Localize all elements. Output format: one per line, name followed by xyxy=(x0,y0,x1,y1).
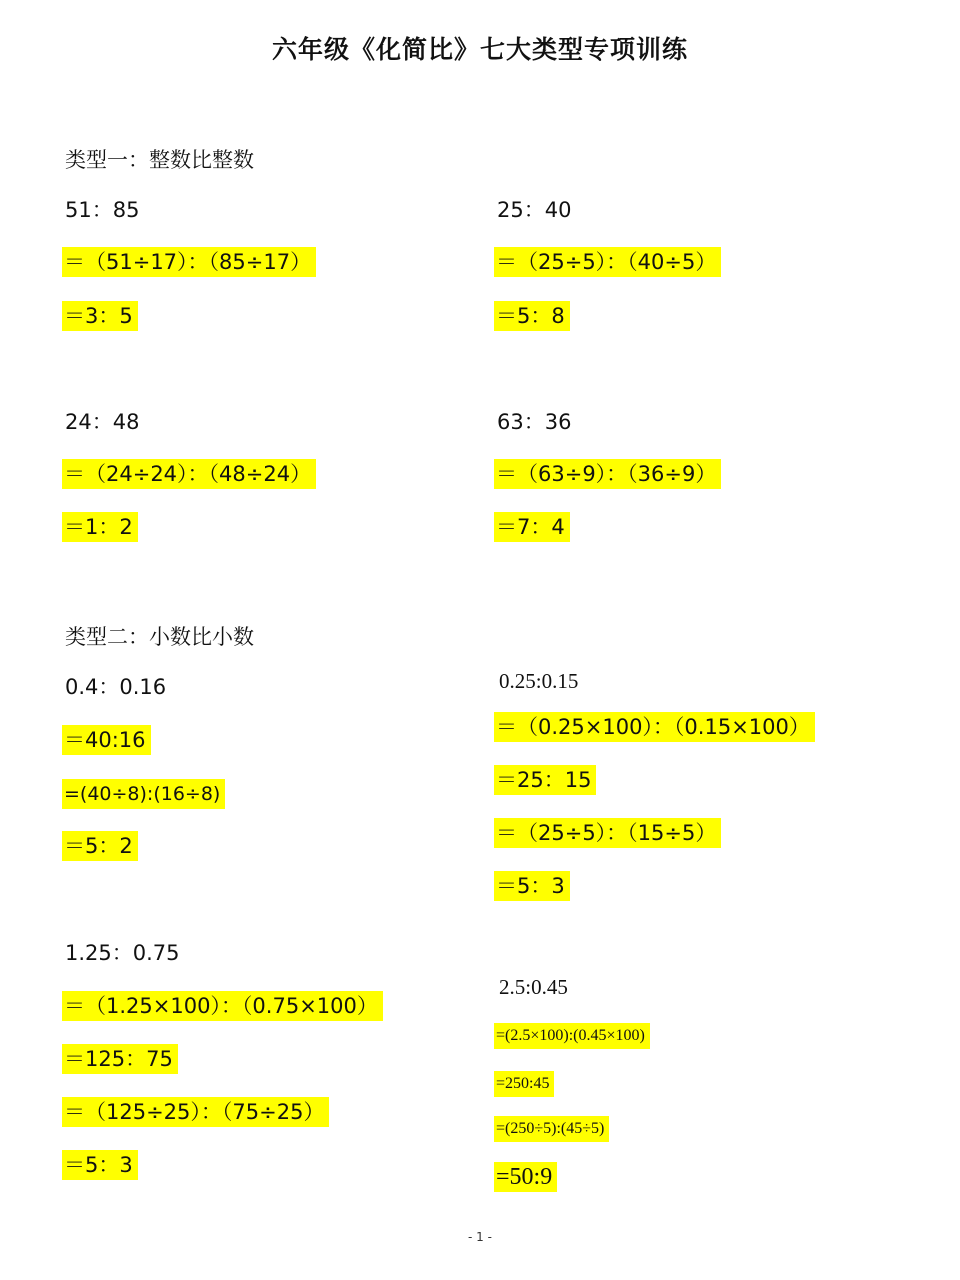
solution-step: ＝（0.25×100）：（0.15×100） xyxy=(494,712,815,742)
problem-question: 0.25:0.15 xyxy=(499,669,579,693)
solution-step: ＝（63÷9）：（36÷9） xyxy=(494,459,721,489)
solution-result: ＝3：5 xyxy=(62,301,138,331)
solution-step: ＝（51÷17）：（85÷17） xyxy=(62,247,316,277)
section-heading-type2: 类型二：小数比小数 xyxy=(65,625,254,649)
solution-step: ＝（125÷25）：（75÷25） xyxy=(62,1097,329,1127)
solution-result: ＝7：4 xyxy=(494,512,570,542)
problem-question: 0.4：0.16 xyxy=(65,675,167,699)
solution-step: =(250÷5):(45÷5) xyxy=(494,1116,609,1142)
problem-question: 25：40 xyxy=(497,198,572,222)
problem-question: 2.5:0.45 xyxy=(499,975,568,999)
solution-step: =250:45 xyxy=(494,1071,554,1097)
solution-step: ＝（24÷24）：（48÷24） xyxy=(62,459,316,489)
solution-step: =(2.5×100):(0.45×100) xyxy=(494,1023,650,1049)
solution-result: =50:9 xyxy=(494,1162,557,1192)
problem-question: 24：48 xyxy=(65,410,140,434)
solution-step: ＝（25÷5）：（15÷5） xyxy=(494,818,721,848)
section-heading-type1: 类型一：整数比整数 xyxy=(65,148,254,172)
solution-result: ＝5：2 xyxy=(62,831,138,861)
page-title: 六年级《化简比》七大类型专项训练 xyxy=(271,35,688,64)
problem-question: 63：36 xyxy=(497,410,572,434)
page-number: - 1 - xyxy=(468,1230,492,1244)
solution-result: ＝5：3 xyxy=(62,1150,138,1180)
problem-question: 1.25：0.75 xyxy=(65,941,180,965)
solution-step: ＝（25÷5）：（40÷5） xyxy=(494,247,721,277)
solution-step: =(40÷8):(16÷8) xyxy=(62,779,225,809)
solution-step: ＝25：15 xyxy=(494,765,596,795)
solution-step: ＝（1.25×100）：（0.75×100） xyxy=(62,991,383,1021)
solution-step: ＝125：75 xyxy=(62,1044,178,1074)
solution-result: ＝1：2 xyxy=(62,512,138,542)
solution-result: ＝5：3 xyxy=(494,871,570,901)
solution-result: ＝5：8 xyxy=(494,301,570,331)
problem-question: 51：85 xyxy=(65,198,140,222)
solution-step: ＝40:16 xyxy=(62,725,151,755)
